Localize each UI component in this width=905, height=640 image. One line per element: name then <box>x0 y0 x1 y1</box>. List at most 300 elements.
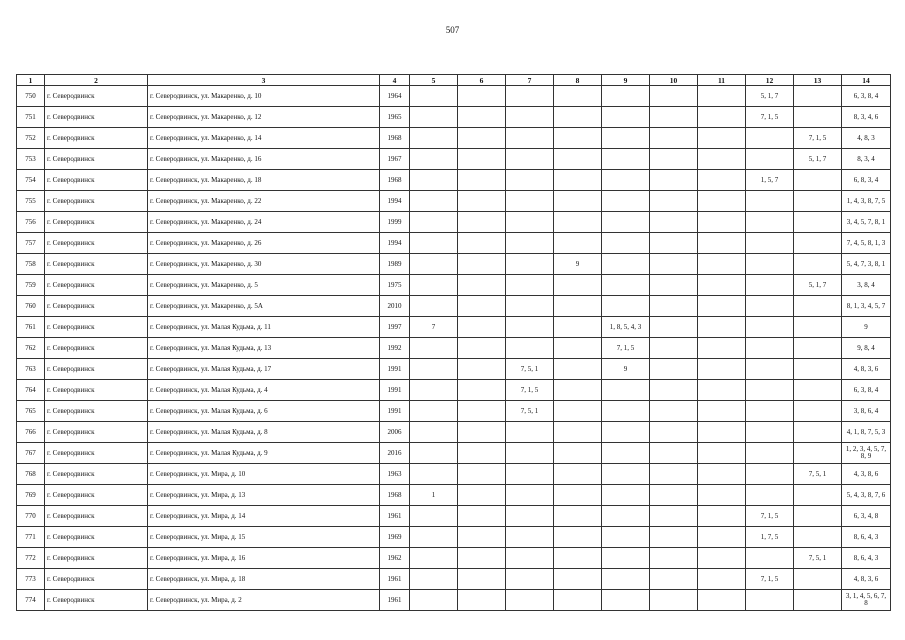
code-cell-col10 <box>650 527 698 548</box>
code-cell-col7 <box>506 506 554 527</box>
code-cell-col12: 1, 5, 7 <box>746 170 794 191</box>
table-row <box>17 401 891 422</box>
row-number-cell: 755 <box>17 191 45 212</box>
code-cell-col5 <box>410 275 458 296</box>
code-cell-col14: 4, 8, 3, 6 <box>842 569 891 590</box>
code-cell-col7 <box>506 527 554 548</box>
code-cell-col12 <box>746 443 794 464</box>
code-cell-col10 <box>650 590 698 611</box>
city-cell: г. Северодвинск <box>45 107 148 128</box>
code-cell-col11 <box>698 464 746 485</box>
code-cell-col10 <box>650 149 698 170</box>
address-cell: г. Северодвинск, ул. Макаренко, д. 5А <box>148 296 380 317</box>
code-cell-col8 <box>554 191 602 212</box>
table-row <box>17 338 891 359</box>
code-cell-col14: 9, 8, 4 <box>842 338 891 359</box>
city-cell: г. Северодвинск <box>45 212 148 233</box>
row-number-cell: 764 <box>17 380 45 401</box>
code-cell-col7 <box>506 464 554 485</box>
code-cell-col14: 1, 4, 3, 8, 7, 5 <box>842 191 891 212</box>
code-cell-col8 <box>554 212 602 233</box>
table-row <box>17 317 891 338</box>
code-cell-col9: 9 <box>602 359 650 380</box>
table-row <box>17 191 891 212</box>
address-cell: г. Северодвинск, ул. Малая Кудьма, д. 13 <box>148 338 380 359</box>
code-cell-col9 <box>602 296 650 317</box>
year-cell: 1965 <box>380 107 410 128</box>
code-cell-col8 <box>554 128 602 149</box>
code-cell-col9 <box>602 485 650 506</box>
code-cell-col11 <box>698 254 746 275</box>
code-cell-col6 <box>458 338 506 359</box>
code-cell-col11 <box>698 86 746 107</box>
code-cell-col10 <box>650 275 698 296</box>
row-number-cell: 757 <box>17 233 45 254</box>
code-cell-col12: 5, 1, 7 <box>746 86 794 107</box>
row-number-cell: 752 <box>17 128 45 149</box>
code-cell-col6 <box>458 422 506 443</box>
code-cell-col8 <box>554 149 602 170</box>
code-cell-col7 <box>506 317 554 338</box>
code-cell-col12 <box>746 317 794 338</box>
code-cell-col5 <box>410 107 458 128</box>
code-cell-col7 <box>506 233 554 254</box>
code-cell-col7 <box>506 191 554 212</box>
code-cell-col11 <box>698 296 746 317</box>
code-cell-col9 <box>602 380 650 401</box>
city-cell: г. Северодвинск <box>45 548 148 569</box>
address-cell: г. Северодвинск, ул. Макаренко, д. 18 <box>148 170 380 191</box>
code-cell-col14: 8, 6, 4, 3 <box>842 527 891 548</box>
code-cell-col13 <box>794 338 842 359</box>
code-cell-col6 <box>458 128 506 149</box>
code-cell-col9 <box>602 86 650 107</box>
column-header-5: 5 <box>410 75 458 86</box>
code-cell-col12 <box>746 422 794 443</box>
address-cell: г. Северодвинск, ул. Макаренко, д. 22 <box>148 191 380 212</box>
table-row <box>17 464 891 485</box>
row-number-cell: 750 <box>17 86 45 107</box>
year-cell: 1994 <box>380 233 410 254</box>
code-cell-col12 <box>746 590 794 611</box>
code-cell-col9 <box>602 128 650 149</box>
code-cell-col13: 5, 1, 7 <box>794 275 842 296</box>
code-cell-col9: 1, 8, 5, 4, 3 <box>602 317 650 338</box>
row-number-cell: 773 <box>17 569 45 590</box>
registry-table <box>16 74 891 611</box>
code-cell-col13 <box>794 527 842 548</box>
code-cell-col10 <box>650 464 698 485</box>
code-cell-col9 <box>602 443 650 464</box>
code-cell-col8 <box>554 422 602 443</box>
code-cell-col8 <box>554 275 602 296</box>
row-number-cell: 751 <box>17 107 45 128</box>
code-cell-col5 <box>410 233 458 254</box>
code-cell-col6 <box>458 86 506 107</box>
column-header-12: 12 <box>746 75 794 86</box>
year-cell: 1968 <box>380 128 410 149</box>
address-cell: г. Северодвинск, ул. Макаренко, д. 24 <box>148 212 380 233</box>
row-number-cell: 772 <box>17 548 45 569</box>
code-cell-col8 <box>554 317 602 338</box>
city-cell: г. Северодвинск <box>45 191 148 212</box>
city-cell: г. Северодвинск <box>45 464 148 485</box>
code-cell-col11 <box>698 338 746 359</box>
table-row <box>17 590 891 611</box>
row-number-cell: 760 <box>17 296 45 317</box>
address-cell: г. Северодвинск, ул. Макаренко, д. 10 <box>148 86 380 107</box>
code-cell-col8 <box>554 338 602 359</box>
code-cell-col8 <box>554 590 602 611</box>
table-row <box>17 506 891 527</box>
code-cell-col9 <box>602 275 650 296</box>
code-cell-col8 <box>554 296 602 317</box>
city-cell: г. Северодвинск <box>45 296 148 317</box>
row-number-cell: 774 <box>17 590 45 611</box>
code-cell-col14: 8, 3, 4 <box>842 149 891 170</box>
code-cell-col5 <box>410 359 458 380</box>
code-cell-col9 <box>602 401 650 422</box>
year-cell: 1961 <box>380 506 410 527</box>
code-cell-col12 <box>746 401 794 422</box>
code-cell-col11 <box>698 233 746 254</box>
code-cell-col8 <box>554 107 602 128</box>
code-cell-col10 <box>650 191 698 212</box>
code-cell-col13 <box>794 233 842 254</box>
code-cell-col6 <box>458 170 506 191</box>
code-cell-col12 <box>746 275 794 296</box>
code-cell-col11 <box>698 359 746 380</box>
code-cell-col8 <box>554 401 602 422</box>
code-cell-col13 <box>794 443 842 464</box>
code-cell-col5 <box>410 128 458 149</box>
city-cell: г. Северодвинск <box>45 233 148 254</box>
code-cell-col9 <box>602 191 650 212</box>
address-cell: г. Северодвинск, ул. Малая Кудьма, д. 8 <box>148 422 380 443</box>
table-row <box>17 359 891 380</box>
code-cell-col13: 7, 5, 1 <box>794 464 842 485</box>
table-row <box>17 107 891 128</box>
code-cell-col8 <box>554 380 602 401</box>
code-cell-col8 <box>554 569 602 590</box>
code-cell-col5 <box>410 401 458 422</box>
code-cell-col13 <box>794 212 842 233</box>
year-cell: 1968 <box>380 485 410 506</box>
code-cell-col14: 3, 8, 6, 4 <box>842 401 891 422</box>
address-cell: г. Северодвинск, ул. Мира, д. 10 <box>148 464 380 485</box>
code-cell-col14: 6, 3, 8, 4 <box>842 86 891 107</box>
table-row <box>17 527 891 548</box>
code-cell-col10 <box>650 380 698 401</box>
code-cell-col9 <box>602 464 650 485</box>
code-cell-col5 <box>410 527 458 548</box>
code-cell-col6 <box>458 527 506 548</box>
code-cell-col14: 8, 1, 3, 4, 5, 7 <box>842 296 891 317</box>
code-cell-col7 <box>506 128 554 149</box>
code-cell-col7 <box>506 548 554 569</box>
code-cell-col14: 4, 1, 8, 7, 5, 3 <box>842 422 891 443</box>
city-cell: г. Северодвинск <box>45 170 148 191</box>
code-cell-col12 <box>746 254 794 275</box>
code-cell-col8: 9 <box>554 254 602 275</box>
code-cell-col6 <box>458 464 506 485</box>
address-cell: г. Северодвинск, ул. Макаренко, д. 14 <box>148 128 380 149</box>
year-cell: 2010 <box>380 296 410 317</box>
code-cell-col14: 6, 3, 8, 4 <box>842 380 891 401</box>
code-cell-col5: 7 <box>410 317 458 338</box>
table-header-row <box>17 75 891 86</box>
code-cell-col7 <box>506 86 554 107</box>
table-row <box>17 170 891 191</box>
code-cell-col11 <box>698 275 746 296</box>
code-cell-col11 <box>698 506 746 527</box>
code-cell-col6 <box>458 569 506 590</box>
address-cell: г. Северодвинск, ул. Макаренко, д. 30 <box>148 254 380 275</box>
code-cell-col14: 9 <box>842 317 891 338</box>
code-cell-col6 <box>458 317 506 338</box>
code-cell-col7: 7, 1, 5 <box>506 380 554 401</box>
code-cell-col12 <box>746 464 794 485</box>
code-cell-col11 <box>698 569 746 590</box>
code-cell-col14: 6, 8, 3, 4 <box>842 170 891 191</box>
code-cell-col7 <box>506 422 554 443</box>
address-cell: г. Северодвинск, ул. Малая Кудьма, д. 17 <box>148 359 380 380</box>
code-cell-col9 <box>602 548 650 569</box>
year-cell: 1992 <box>380 338 410 359</box>
city-cell: г. Северодвинск <box>45 443 148 464</box>
address-cell: г. Северодвинск, ул. Мира, д. 15 <box>148 527 380 548</box>
row-number-cell: 765 <box>17 401 45 422</box>
year-cell: 1967 <box>380 149 410 170</box>
code-cell-col5 <box>410 464 458 485</box>
code-cell-col11 <box>698 107 746 128</box>
address-cell: г. Северодвинск, ул. Малая Кудьма, д. 4 <box>148 380 380 401</box>
code-cell-col5: 1 <box>410 485 458 506</box>
code-cell-col12 <box>746 485 794 506</box>
column-header-6: 6 <box>458 75 506 86</box>
row-number-cell: 766 <box>17 422 45 443</box>
city-cell: г. Северодвинск <box>45 485 148 506</box>
code-cell-col14: 5, 4, 3, 8, 7, 6 <box>842 485 891 506</box>
column-header-13: 13 <box>794 75 842 86</box>
code-cell-col13 <box>794 380 842 401</box>
code-cell-col6 <box>458 359 506 380</box>
code-cell-col8 <box>554 485 602 506</box>
code-cell-col6 <box>458 506 506 527</box>
code-cell-col13 <box>794 506 842 527</box>
code-cell-col13: 7, 5, 1 <box>794 548 842 569</box>
address-cell: г. Северодвинск, ул. Макаренко, д. 16 <box>148 149 380 170</box>
code-cell-col5 <box>410 149 458 170</box>
code-cell-col11 <box>698 485 746 506</box>
code-cell-col12: 1, 7, 5 <box>746 527 794 548</box>
code-cell-col5 <box>410 338 458 359</box>
code-cell-col12 <box>746 359 794 380</box>
code-cell-col7 <box>506 569 554 590</box>
code-cell-col5 <box>410 422 458 443</box>
city-cell: г. Северодвинск <box>45 422 148 443</box>
city-cell: г. Северодвинск <box>45 506 148 527</box>
city-cell: г. Северодвинск <box>45 149 148 170</box>
year-cell: 1991 <box>380 359 410 380</box>
column-header-11: 11 <box>698 75 746 86</box>
address-cell: г. Северодвинск, ул. Макаренко, д. 5 <box>148 275 380 296</box>
code-cell-col12 <box>746 296 794 317</box>
code-cell-col13 <box>794 107 842 128</box>
row-number-cell: 761 <box>17 317 45 338</box>
code-cell-col6 <box>458 149 506 170</box>
address-cell: г. Северодвинск, ул. Малая Кудьма, д. 9 <box>148 443 380 464</box>
code-cell-col14: 6, 3, 4, 8 <box>842 506 891 527</box>
year-cell: 1991 <box>380 380 410 401</box>
row-number-cell: 753 <box>17 149 45 170</box>
code-cell-col5 <box>410 254 458 275</box>
row-number-cell: 754 <box>17 170 45 191</box>
code-cell-col12 <box>746 212 794 233</box>
year-cell: 1975 <box>380 275 410 296</box>
code-cell-col9 <box>602 527 650 548</box>
year-cell: 1968 <box>380 170 410 191</box>
row-number-cell: 767 <box>17 443 45 464</box>
code-cell-col9 <box>602 569 650 590</box>
code-cell-col8 <box>554 506 602 527</box>
column-header-4: 4 <box>380 75 410 86</box>
code-cell-col13 <box>794 401 842 422</box>
column-header-8: 8 <box>554 75 602 86</box>
code-cell-col14: 4, 8, 3 <box>842 128 891 149</box>
code-cell-col13 <box>794 317 842 338</box>
code-cell-col8 <box>554 443 602 464</box>
code-cell-col10 <box>650 359 698 380</box>
address-cell: г. Северодвинск, ул. Мира, д. 14 <box>148 506 380 527</box>
code-cell-col9 <box>602 170 650 191</box>
code-cell-col10 <box>650 212 698 233</box>
code-cell-col8 <box>554 233 602 254</box>
page-number: 507 <box>445 25 460 35</box>
year-cell: 1962 <box>380 548 410 569</box>
table-row <box>17 212 891 233</box>
city-cell: г. Северодвинск <box>45 380 148 401</box>
table-row <box>17 254 891 275</box>
address-cell: г. Северодвинск, ул. Мира, д. 13 <box>148 485 380 506</box>
code-cell-col7 <box>506 338 554 359</box>
code-cell-col14: 8, 6, 4, 3 <box>842 548 891 569</box>
code-cell-col10 <box>650 170 698 191</box>
code-cell-col12 <box>746 233 794 254</box>
year-cell: 1991 <box>380 401 410 422</box>
city-cell: г. Северодвинск <box>45 254 148 275</box>
city-cell: г. Северодвинск <box>45 590 148 611</box>
code-cell-col14: 8, 3, 4, 6 <box>842 107 891 128</box>
code-cell-col5 <box>410 506 458 527</box>
city-cell: г. Северодвинск <box>45 128 148 149</box>
code-cell-col7 <box>506 170 554 191</box>
code-cell-col13: 5, 1, 7 <box>794 149 842 170</box>
code-cell-col10 <box>650 86 698 107</box>
code-cell-col5 <box>410 296 458 317</box>
code-cell-col11 <box>698 443 746 464</box>
row-number-cell: 771 <box>17 527 45 548</box>
code-cell-col9 <box>602 233 650 254</box>
code-cell-col10 <box>650 422 698 443</box>
code-cell-col14: 5, 4, 7, 3, 8, 1 <box>842 254 891 275</box>
code-cell-col7 <box>506 296 554 317</box>
column-header-10: 10 <box>650 75 698 86</box>
code-cell-col9 <box>602 149 650 170</box>
code-cell-col14: 3, 1, 4, 5, 6, 7, 8 <box>842 590 891 611</box>
year-cell: 1997 <box>380 317 410 338</box>
address-cell: г. Северодвинск, ул. Малая Кудьма, д. 6 <box>148 401 380 422</box>
code-cell-col6 <box>458 191 506 212</box>
code-cell-col14: 7, 4, 5, 8, 1, 3 <box>842 233 891 254</box>
table-row <box>17 296 891 317</box>
code-cell-col10 <box>650 569 698 590</box>
table-row <box>17 233 891 254</box>
code-cell-col5 <box>410 86 458 107</box>
code-cell-col12 <box>746 191 794 212</box>
code-cell-col5 <box>410 191 458 212</box>
code-cell-col13 <box>794 485 842 506</box>
city-cell: г. Северодвинск <box>45 527 148 548</box>
table-row <box>17 548 891 569</box>
code-cell-col11 <box>698 380 746 401</box>
code-cell-col8 <box>554 548 602 569</box>
row-number-cell: 756 <box>17 212 45 233</box>
code-cell-col9 <box>602 107 650 128</box>
code-cell-col6 <box>458 275 506 296</box>
city-cell: г. Северодвинск <box>45 401 148 422</box>
code-cell-col6 <box>458 380 506 401</box>
code-cell-col5 <box>410 170 458 191</box>
city-cell: г. Северодвинск <box>45 338 148 359</box>
year-cell: 1964 <box>380 86 410 107</box>
row-number-cell: 759 <box>17 275 45 296</box>
row-number-cell: 769 <box>17 485 45 506</box>
row-number-cell: 758 <box>17 254 45 275</box>
table-row <box>17 149 891 170</box>
code-cell-col13 <box>794 191 842 212</box>
code-cell-col6 <box>458 254 506 275</box>
code-cell-col11 <box>698 401 746 422</box>
year-cell: 1989 <box>380 254 410 275</box>
code-cell-col9 <box>602 422 650 443</box>
code-cell-col6 <box>458 233 506 254</box>
code-cell-col14: 4, 3, 8, 6 <box>842 464 891 485</box>
code-cell-col12: 7, 1, 5 <box>746 569 794 590</box>
code-cell-col11 <box>698 149 746 170</box>
table-row <box>17 569 891 590</box>
code-cell-col12 <box>746 128 794 149</box>
row-number-cell: 768 <box>17 464 45 485</box>
code-cell-col5 <box>410 569 458 590</box>
code-cell-col9 <box>602 212 650 233</box>
code-cell-col13 <box>794 170 842 191</box>
code-cell-col8 <box>554 464 602 485</box>
code-cell-col12: 7, 1, 5 <box>746 506 794 527</box>
code-cell-col7 <box>506 149 554 170</box>
code-cell-col10 <box>650 128 698 149</box>
code-cell-col11 <box>698 191 746 212</box>
code-cell-col8 <box>554 86 602 107</box>
city-cell: г. Северодвинск <box>45 317 148 338</box>
column-header-2: 2 <box>45 75 148 86</box>
code-cell-col7 <box>506 212 554 233</box>
code-cell-col11 <box>698 317 746 338</box>
code-cell-col9: 7, 1, 5 <box>602 338 650 359</box>
code-cell-col7 <box>506 275 554 296</box>
code-cell-col10 <box>650 107 698 128</box>
code-cell-col6 <box>458 296 506 317</box>
